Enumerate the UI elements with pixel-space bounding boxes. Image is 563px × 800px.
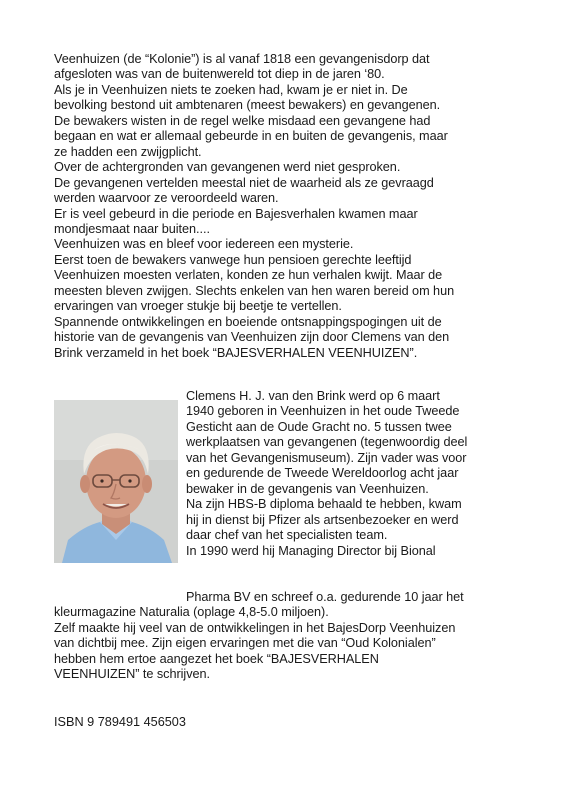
bio-line: bewaker in de gevangenis van Veenhuizen. bbox=[186, 481, 429, 496]
intro-line: ervaringen van vroeger stukje bij beetje te vertellen. bbox=[54, 299, 342, 314]
intro-line: Veenhuizen was en bleef voor iedereen een mysterie. bbox=[54, 237, 354, 252]
bio-line: daar chef van het specialisten team. bbox=[186, 528, 388, 543]
intro-line: bevolking bestond uit ambtenaren (meest bewakers) en gevangenen. bbox=[54, 98, 441, 113]
bio-line: In 1990 werd hij Managing Director bij Bional bbox=[186, 543, 436, 558]
intro-line: mondjesmaat naar buiten.... bbox=[54, 221, 210, 236]
bio-line: Zelf maakte hij veel van de ontwikkelingen in het BajesDorp Veenhuizen bbox=[54, 620, 456, 635]
intro-line: historie van de gevangenis van Veenhuizen zijn door Clemens van den bbox=[54, 330, 450, 345]
intro-line: Eerst toen de bewakers vanwege hun pensioen gerechte leeftijd bbox=[54, 252, 412, 267]
intro-text bbox=[54, 52, 534, 361]
bio-line: van het Gevangenismuseum). Zijn vader was voor bbox=[186, 450, 467, 465]
intro-line: Als je in Veenhuizen niets te zoeken had, kwam je er niet in. De bbox=[54, 82, 408, 97]
intro-line: De gevangenen vertelden meestal niet de waarheid als ze gevraagd bbox=[54, 175, 434, 190]
intro-line: Over de achtergronden van gevangenen werd niet gesproken. bbox=[54, 160, 401, 175]
bio-line: hebben hem ertoe aangezet het boek “BAJESVERHALEN bbox=[54, 651, 379, 666]
intro-line: De bewakers wisten in de regel welke misdaad een gevangene had bbox=[54, 113, 431, 128]
intro-line: werden waarvoor ze veroordeeld waren. bbox=[54, 191, 279, 206]
bio-line: kleurmagazine Naturalia (oplage 4,8-5.0 miljoen). bbox=[54, 605, 329, 620]
bio-line: 1940 geboren in Veenhuizen in het oude Tweede bbox=[186, 404, 460, 419]
author-portrait bbox=[54, 400, 178, 563]
bio-line: werkplaatsen van gevangenen (tegenwoordig deel bbox=[186, 435, 468, 450]
bio-line: VEENHUIZEN” te schrijven. bbox=[54, 667, 210, 682]
intro-line: Spannende ontwikkelingen en boeiende ontsnappingspogingen uit de bbox=[54, 314, 442, 329]
author-bio-top bbox=[186, 389, 538, 559]
bio-line: Clemens H. J. van den Brink werd op 6 maart bbox=[186, 389, 440, 403]
bio-line: van dichtbij mee. Zijn eigen ervaringen met die van “Oud Kolonialen” bbox=[54, 636, 436, 651]
intro-line: ze hadden een zwijgplicht. bbox=[54, 144, 202, 159]
isbn-number: ISBN 9 789491 456503 bbox=[54, 715, 186, 729]
intro-line: meesten bleven zwijgen. Slechts enkelen van hen waren bereid om hun bbox=[54, 283, 455, 298]
bio-line: en gedurende de Tweede Wereldoorlog acht jaar bbox=[186, 466, 459, 481]
author-bio-bottom bbox=[54, 590, 534, 683]
bio-line: Pharma BV en schreef o.a. gedurende 10 jaar het bbox=[186, 590, 464, 604]
bio-line: hij in dienst bij Pfizer als artsenbezoeker en werd bbox=[186, 512, 459, 527]
intro-line: Brink verzameld in het boek “BAJESVERHALEN VEENHUIZEN”. bbox=[54, 345, 418, 360]
intro-line: begaan en wat er allemaal gebeurde in en buiten de gevangenis, maar bbox=[54, 129, 448, 144]
intro-line: afgesloten was van de buitenwereld tot diep in de jaren ‘80. bbox=[54, 67, 385, 82]
author-photo bbox=[54, 400, 178, 563]
bio-line: Gesticht aan de Oude Gracht no. 5 tussen twee bbox=[186, 419, 452, 434]
intro-line: Veenhuizen moesten verlaten, konden ze hun verhalen kwijt. Maar de bbox=[54, 268, 443, 283]
intro-line: Er is veel gebeurd in die periode en Bajesverhalen kwamen maar bbox=[54, 206, 418, 221]
intro-line: Veenhuizen (de “Kolonie”) is al vanaf 1818 een gevangenisdorp dat bbox=[54, 52, 430, 66]
bio-line: Na zijn HBS-B diploma behaald te hebben, kwam bbox=[186, 497, 462, 512]
